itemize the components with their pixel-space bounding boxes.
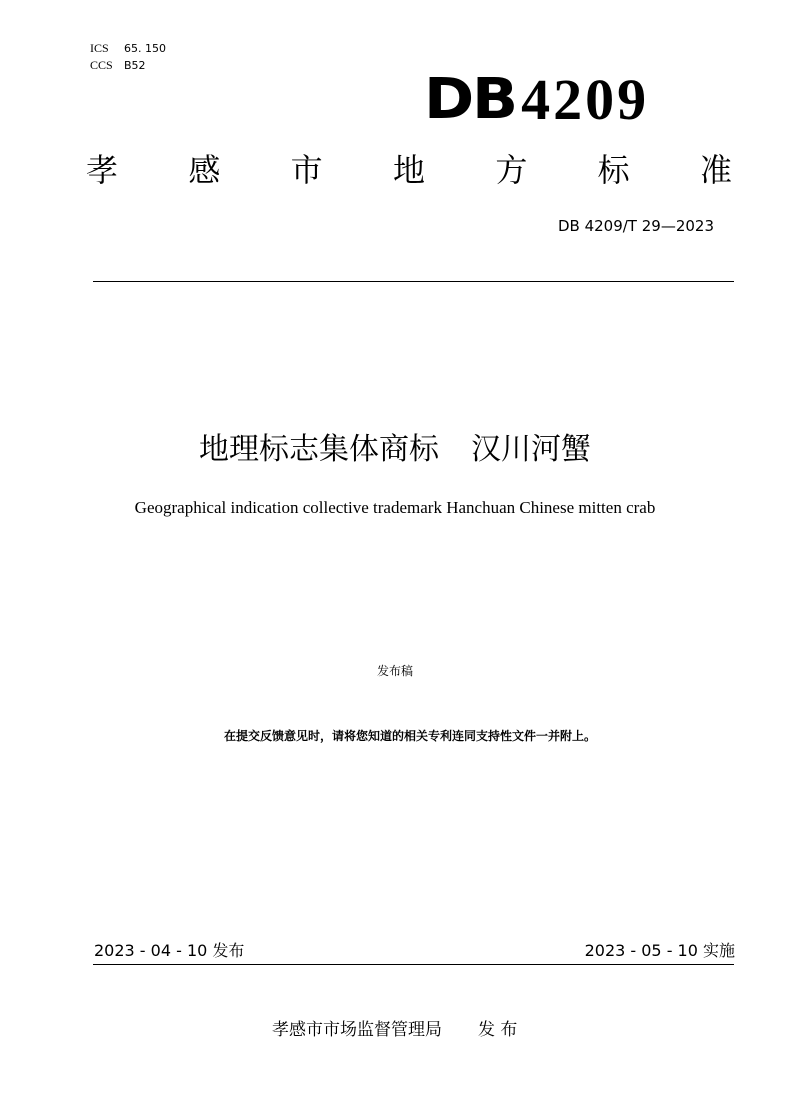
db-logo-letters: DB	[424, 67, 516, 132]
standard-title-char: 标	[597, 151, 630, 189]
standard-type-title	[86, 150, 732, 190]
publisher	[272, 1018, 517, 1042]
draft-label: 发布稿	[376, 664, 413, 678]
implementation-date: 2023 - 05 - 10 实施	[584, 941, 735, 960]
ics-label: ICS	[90, 41, 109, 55]
standard-title-char: 孝	[86, 151, 119, 189]
publisher-action: 发 布	[478, 1020, 518, 1040]
ccs-value: B52	[124, 59, 146, 72]
standard-title-char: 准	[699, 151, 732, 189]
bottom-divider	[93, 964, 734, 965]
standard-number: DB 4209/T 29—2023	[557, 217, 714, 235]
issue-date: 2023 - 04 - 10 发布	[94, 941, 245, 960]
ccs-label: CCS	[90, 58, 113, 72]
classification-codes	[90, 40, 166, 74]
standard-title-char: 地	[392, 151, 425, 189]
ics-value: 65. 150	[124, 42, 166, 55]
publisher-name: 孝感市市场监督管理局	[272, 1020, 442, 1040]
standard-title-char: 市	[290, 151, 323, 189]
document-title	[0, 428, 790, 472]
ccs-row	[90, 57, 166, 74]
db-logo	[424, 66, 650, 132]
patent-notice: 在提交反馈意见时，请将您知道的相关专利连同支持性文件一并附上。	[223, 729, 596, 743]
standard-title-char: 感	[188, 151, 221, 189]
title-main: 地理标志集体商标	[199, 432, 439, 467]
title-sub: 汉川河蟹	[471, 432, 591, 467]
english-title: Geographical indication collective trademark Hanchuan Chinese mitten crab	[134, 498, 656, 517]
top-divider	[93, 281, 734, 282]
standard-title-char: 方	[495, 151, 528, 189]
db-logo-number: 4209	[521, 67, 650, 132]
ics-row	[90, 40, 166, 57]
